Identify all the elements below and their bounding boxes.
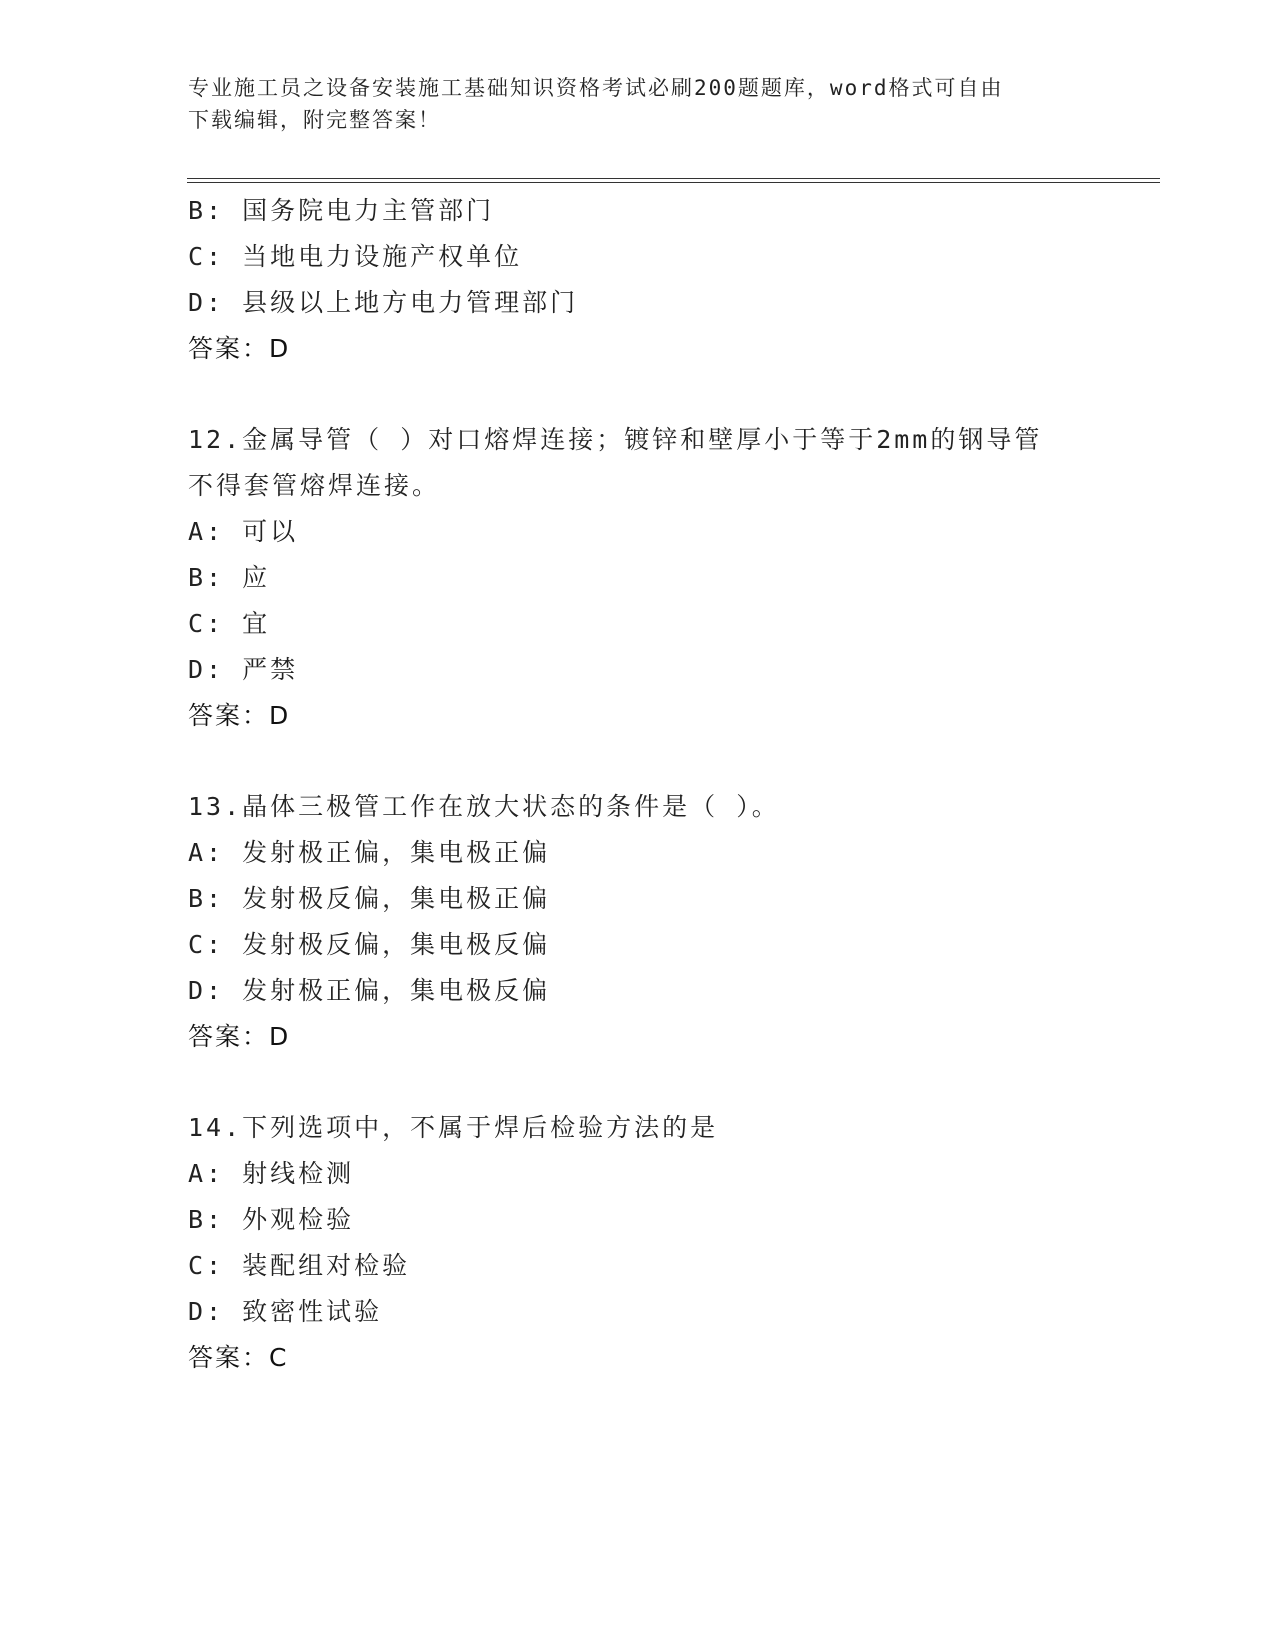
option-c: C: 当地电力设施产权单位 xyxy=(188,242,523,271)
answer: 答案：D xyxy=(188,334,291,363)
spacer xyxy=(188,1060,1088,1105)
option-b: B: 外观检验 xyxy=(188,1205,355,1234)
answer: 答案：D xyxy=(188,701,291,730)
header-divider-bottom xyxy=(187,182,1160,183)
question-14 xyxy=(188,1105,1088,1381)
option-b: B: 发射极反偏，集电极正偏 xyxy=(188,884,551,913)
header-line-2: 下载编辑，附完整答案！ xyxy=(188,108,441,132)
question-stem: 14.下列选项中，不属于焊后检验方法的是 xyxy=(188,1113,719,1142)
answer: 答案：C xyxy=(188,1343,289,1372)
option-c: C: 宜 xyxy=(188,609,271,638)
answer: 答案：D xyxy=(188,1022,291,1051)
option-c: C: 发射极反偏，集电极反偏 xyxy=(188,930,551,959)
question-stem-continued: 不得套管熔焊连接。 xyxy=(188,471,441,500)
option-a: A: 发射极正偏，集电极正偏 xyxy=(188,838,551,867)
option-c: C: 装配组对检验 xyxy=(188,1251,411,1280)
question-12 xyxy=(188,417,1088,739)
question-11 xyxy=(188,188,1088,372)
option-d: D: 严禁 xyxy=(188,655,299,684)
option-b: B: 国务院电力主管部门 xyxy=(188,196,495,225)
option-a: A: 射线检测 xyxy=(188,1159,355,1188)
option-d: D: 发射极正偏，集电极反偏 xyxy=(188,976,551,1005)
spacer xyxy=(188,739,1088,784)
question-stem: 12.金属导管（ ）对口熔焊连接；镀锌和壁厚小于等于2mm的钢导管 xyxy=(188,425,1043,454)
document-header xyxy=(188,72,1088,136)
question-list xyxy=(188,188,1088,1381)
question-13 xyxy=(188,784,1088,1060)
header-line-1: 专业施工员之设备安装施工基础知识资格考试必刷200题题库，word格式可自由 xyxy=(188,76,1004,100)
spacer xyxy=(188,372,1088,417)
option-b: B: 应 xyxy=(188,563,271,592)
question-stem: 13.晶体三极管工作在放大状态的条件是（ ）。 xyxy=(188,792,780,821)
option-a: A: 可以 xyxy=(188,517,299,546)
option-d: D: 致密性试验 xyxy=(188,1297,383,1326)
header-divider-top xyxy=(187,178,1160,179)
option-d: D: 县级以上地方电力管理部门 xyxy=(188,288,579,317)
